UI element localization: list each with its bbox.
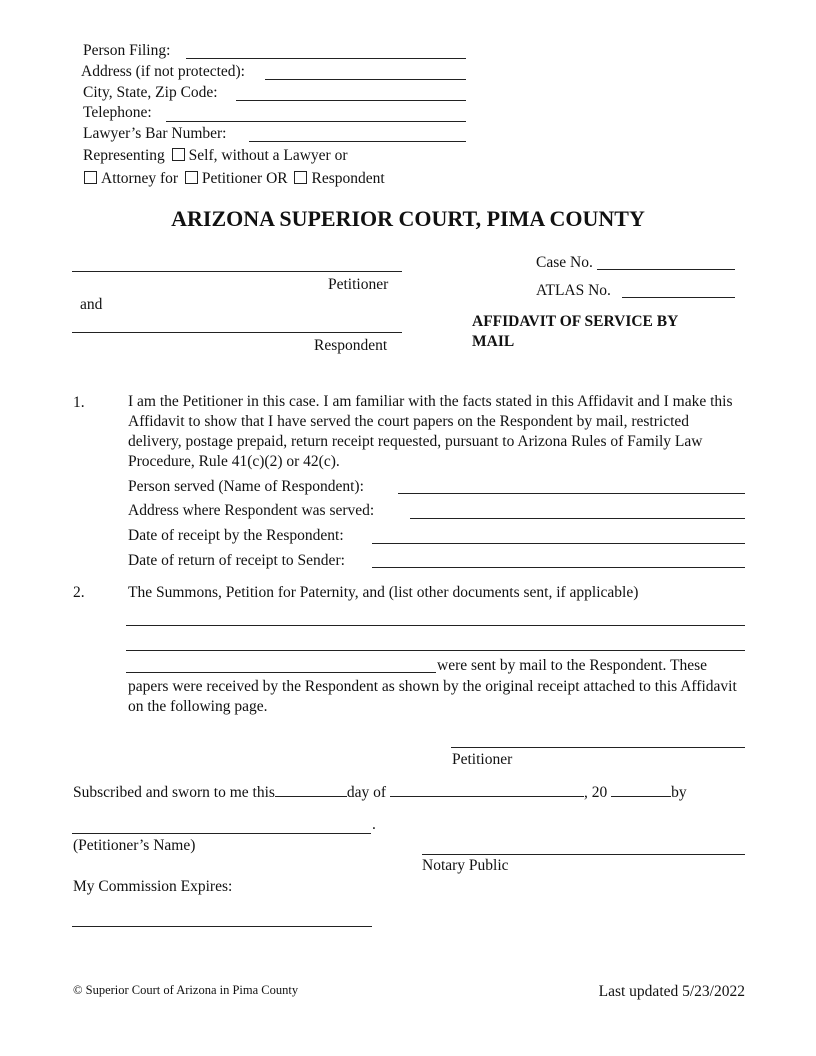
date-receipt-label: Date of receipt by the Respondent: xyxy=(128,527,344,544)
petitioners-name-label: (Petitioner’s Name) xyxy=(73,837,196,854)
address-row xyxy=(81,63,245,81)
atlas-no-label: ATLAS No. xyxy=(536,282,611,299)
bar-number-row xyxy=(83,125,226,143)
item2-number: 2. xyxy=(73,584,85,601)
petitioner-checkbox[interactable] xyxy=(185,171,198,184)
respondent-checkbox[interactable] xyxy=(294,171,307,184)
petitioner-signature-field[interactable] xyxy=(451,747,745,748)
by-label: by xyxy=(671,784,687,801)
city-field[interactable] xyxy=(236,100,466,101)
case-no-row xyxy=(536,254,593,272)
self-checkbox[interactable] xyxy=(172,148,185,161)
item2-continuation: papers were received by the Respondent as shown by the original receipt attached to this Affidavit on the following page. xyxy=(128,678,737,715)
court-title: ARIZONA SUPERIOR COURT, PIMA COUNTY xyxy=(171,206,645,231)
and-label: and xyxy=(80,296,103,313)
case-no-field[interactable] xyxy=(597,269,735,270)
representing-label: Representing xyxy=(83,147,165,164)
telephone-row xyxy=(83,104,152,122)
self-option-label: Self, without a Lawyer or xyxy=(188,147,348,164)
documents-field-1[interactable] xyxy=(126,625,745,626)
address-served-label: Address where Respondent was served: xyxy=(128,502,375,519)
respondent-caption-label: Respondent xyxy=(314,337,388,354)
documents-field-3[interactable] xyxy=(126,672,436,673)
respondent-option-label: Respondent xyxy=(311,170,385,187)
person-filing-label: Person Filing: xyxy=(83,42,171,59)
year-field[interactable] xyxy=(611,783,671,797)
month-field[interactable] xyxy=(390,783,584,797)
doc-title-line1: AFFIDAVIT OF SERVICE BY xyxy=(472,313,679,330)
petitioner-option-label: Petitioner OR xyxy=(201,170,288,187)
bar-number-label: Lawyer’s Bar Number: xyxy=(83,125,227,142)
notary-public-label: Notary Public xyxy=(422,857,509,874)
attorney-checkbox[interactable] xyxy=(84,171,97,184)
subscribed-row xyxy=(73,783,687,802)
sent-text: were sent by mail to the Respondent. These xyxy=(437,657,708,674)
item2-text: The Summons, Petition for Paternity, and (list other documents sent, if applicable) xyxy=(128,584,639,601)
city-row xyxy=(83,84,218,102)
respondent-name-field[interactable] xyxy=(72,332,402,333)
documents-field-2[interactable] xyxy=(126,650,745,651)
atlas-no-field[interactable] xyxy=(622,297,735,298)
city-label: City, State, Zip Code: xyxy=(83,84,218,101)
petitioner-signature-label: Petitioner xyxy=(452,751,513,768)
day-field[interactable] xyxy=(275,783,347,797)
attorney-row xyxy=(84,170,385,188)
commission-expires-label: My Commission Expires: xyxy=(73,878,233,895)
commission-expires-field[interactable] xyxy=(72,926,372,927)
day-of-label: day of xyxy=(346,784,387,801)
representing-row xyxy=(83,147,348,165)
doc-title-line2: MAIL xyxy=(472,333,515,350)
date-return-field[interactable] xyxy=(372,567,745,568)
person-served-label: Person served (Name of Respondent): xyxy=(128,478,364,495)
petitioners-name-field[interactable] xyxy=(72,833,371,834)
telephone-label: Telephone: xyxy=(83,104,152,121)
last-updated-text: Last updated 5/23/2022 xyxy=(598,983,745,1000)
atlas-no-row xyxy=(536,282,611,300)
case-no-label: Case No. xyxy=(536,254,593,271)
notary-signature-field[interactable] xyxy=(422,854,745,855)
subscribed-label: Subscribed and sworn to me this xyxy=(73,784,275,801)
item1-number: 1. xyxy=(73,394,85,411)
period: . xyxy=(372,816,376,833)
date-receipt-field[interactable] xyxy=(372,543,745,544)
address-label: Address (if not protected): xyxy=(81,63,245,80)
address-field[interactable] xyxy=(265,79,466,80)
person-served-field[interactable] xyxy=(398,493,745,494)
item1-text: I am the Petitioner in this case. I am familiar with the facts stated in this Affidavit and I make this Affidavit to show that I have served the court papers on the Respondent by mail, restricted delivery, postage prepaid, return receipt requested, pursuant to Arizona Rules of Family Law Procedure, Rule 41(c)(2) or 42(c). xyxy=(128,393,733,470)
address-served-field[interactable] xyxy=(410,518,745,519)
petitioner-caption-label: Petitioner xyxy=(328,276,389,293)
copyright-text: © Superior Court of Arizona in Pima County xyxy=(73,983,299,997)
telephone-field[interactable] xyxy=(166,121,466,122)
year-prefix: , 20 xyxy=(583,784,608,801)
petitioner-name-field[interactable] xyxy=(72,271,402,272)
date-return-label: Date of return of receipt to Sender: xyxy=(128,552,345,569)
person-filing-row xyxy=(83,42,170,60)
bar-number-field[interactable] xyxy=(249,141,466,142)
person-filing-field[interactable] xyxy=(186,58,466,59)
attorney-for-label: Attorney for xyxy=(101,170,179,187)
